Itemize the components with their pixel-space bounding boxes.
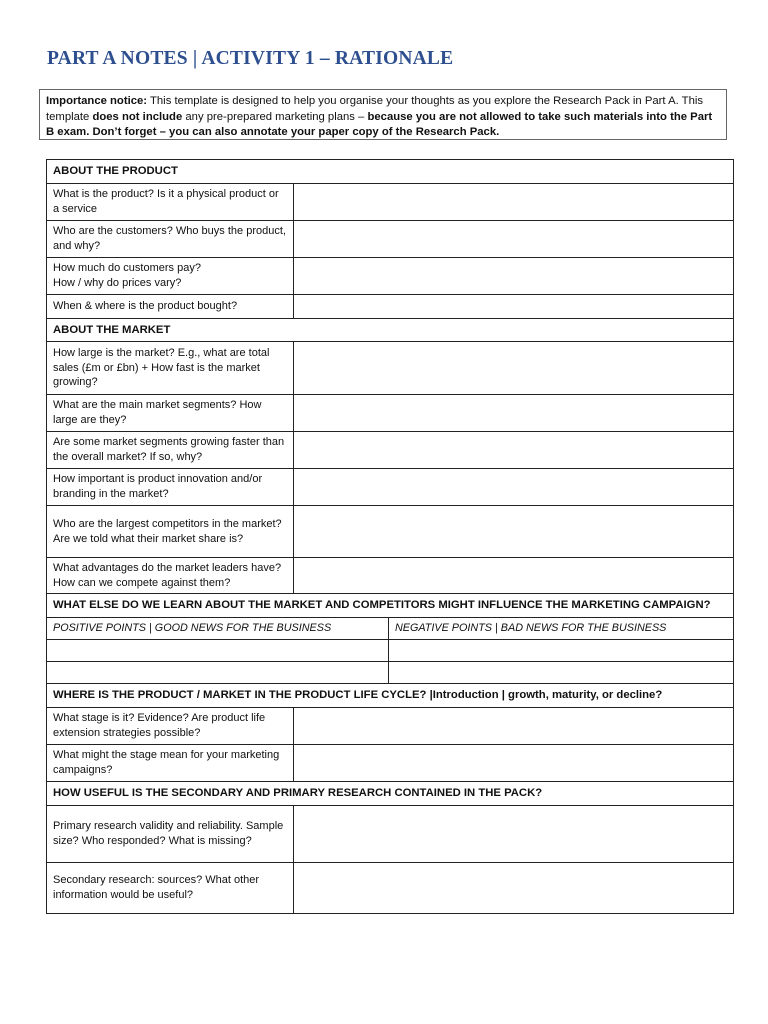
question-row	[47, 258, 734, 295]
subheader-row	[47, 618, 734, 640]
plc-section-header: WHERE IS THE PRODUCT / MARKET IN THE PRODUCT LIFE CYCLE? |Introduction | growth, maturity, or decline?	[47, 684, 734, 708]
question-row	[47, 295, 734, 319]
notice-text-2: any pre-prepared marketing plans –	[182, 110, 368, 123]
page-title: PART A NOTES | ACTIVITY 1 – RATIONALE	[47, 48, 454, 69]
answer-cell[interactable]	[294, 342, 734, 395]
notice-bold-1: does not include	[92, 110, 183, 123]
section-header-row	[47, 160, 734, 184]
question-row	[47, 395, 734, 432]
answer-cell[interactable]	[294, 506, 734, 558]
importance-notice	[39, 89, 727, 140]
market-question-2: What are the main market segments? How large are they?	[47, 395, 294, 432]
negative-points-header: NEGATIVE POINTS | BAD NEWS FOR THE BUSINESS	[389, 618, 734, 640]
notice-text-1: This template is designed to help you organise your thoughts as you explore the Research Pack in Part A. This template	[46, 95, 704, 123]
answer-cell[interactable]	[294, 432, 734, 469]
notice-bold-2: because you are not allowed to take such materials into the Part B exam. Don’t forget – you can also annotate your paper copy of the Research Pack.	[46, 110, 713, 138]
positive-point-cell[interactable]	[47, 662, 389, 684]
market-question-4: How important is product innovation and/or branding in the market?	[47, 469, 294, 506]
notes-table	[46, 159, 734, 914]
product-question-2: Who are the customers? Who buys the product, and why?	[47, 221, 294, 258]
notice-label: Importance notice:	[46, 95, 148, 107]
market-section-header: ABOUT THE MARKET	[47, 319, 734, 342]
product-question-3-line-1: How much do customers pay?	[53, 262, 201, 275]
product-section-header: ABOUT THE PRODUCT	[47, 160, 734, 184]
product-question-4: When & where is the product bought?	[47, 295, 294, 319]
points-row	[47, 662, 734, 684]
question-row	[47, 342, 734, 395]
influence-section-header: WHAT ELSE DO WE LEARN ABOUT THE MARKET AND COMPETITORS MIGHT INFLUENCE THE MARKETING CAMPAIGN?	[47, 594, 734, 618]
answer-cell[interactable]	[294, 558, 734, 594]
section-header-row	[47, 782, 734, 806]
market-question-3: Are some market segments growing faster than the overall market? If so, why?	[47, 432, 294, 469]
negative-point-cell[interactable]	[389, 662, 734, 684]
answer-cell[interactable]	[294, 184, 734, 221]
section-header-row	[47, 594, 734, 618]
answer-cell[interactable]	[294, 745, 734, 782]
question-row	[47, 806, 734, 863]
research-question-1: Primary research validity and reliability. Sample size? Who responded? What is missing?	[47, 806, 294, 863]
section-header-row	[47, 684, 734, 708]
plc-question-1: What stage is it? Evidence? Are product life extension strategies possible?	[47, 708, 294, 745]
research-section-header: HOW USEFUL IS THE SECONDARY AND PRIMARY RESEARCH CONTAINED IN THE PACK?	[47, 782, 734, 806]
points-row	[47, 640, 734, 662]
positive-point-cell[interactable]	[47, 640, 389, 662]
market-question-1: How large is the market? E.g., what are total sales (£m or £bn) + How fast is the market growing?	[47, 342, 294, 395]
product-question-1: What is the product? Is it a physical product or a service	[47, 184, 294, 221]
question-row	[47, 184, 734, 221]
answer-cell[interactable]	[294, 221, 734, 258]
question-row	[47, 558, 734, 594]
market-question-5: Who are the largest competitors in the market? Are we told what their market share is?	[47, 506, 294, 558]
question-row	[47, 469, 734, 506]
product-question-3-line-2: How / why do prices vary?	[53, 277, 182, 289]
market-question-6: What advantages do the market leaders have? How can we compete against them?	[47, 558, 294, 594]
question-row	[47, 506, 734, 558]
product-question-3	[47, 258, 294, 295]
answer-cell[interactable]	[294, 469, 734, 506]
answer-cell[interactable]	[294, 395, 734, 432]
research-question-2: Secondary research: sources? What other information would be useful?	[47, 863, 294, 914]
answer-cell[interactable]	[294, 258, 734, 295]
answer-cell[interactable]	[294, 295, 734, 319]
answer-cell[interactable]	[294, 863, 734, 914]
question-row	[47, 745, 734, 782]
question-row	[47, 863, 734, 914]
answer-cell[interactable]	[294, 806, 734, 863]
positive-points-header: POSITIVE POINTS | GOOD NEWS FOR THE BUSINESS	[47, 618, 389, 640]
plc-question-2: What might the stage mean for your marketing campaigns?	[47, 745, 294, 782]
answer-cell[interactable]	[294, 708, 734, 745]
question-row	[47, 708, 734, 745]
question-row	[47, 221, 734, 258]
section-header-row	[47, 319, 734, 342]
question-row	[47, 432, 734, 469]
negative-point-cell[interactable]	[389, 640, 734, 662]
